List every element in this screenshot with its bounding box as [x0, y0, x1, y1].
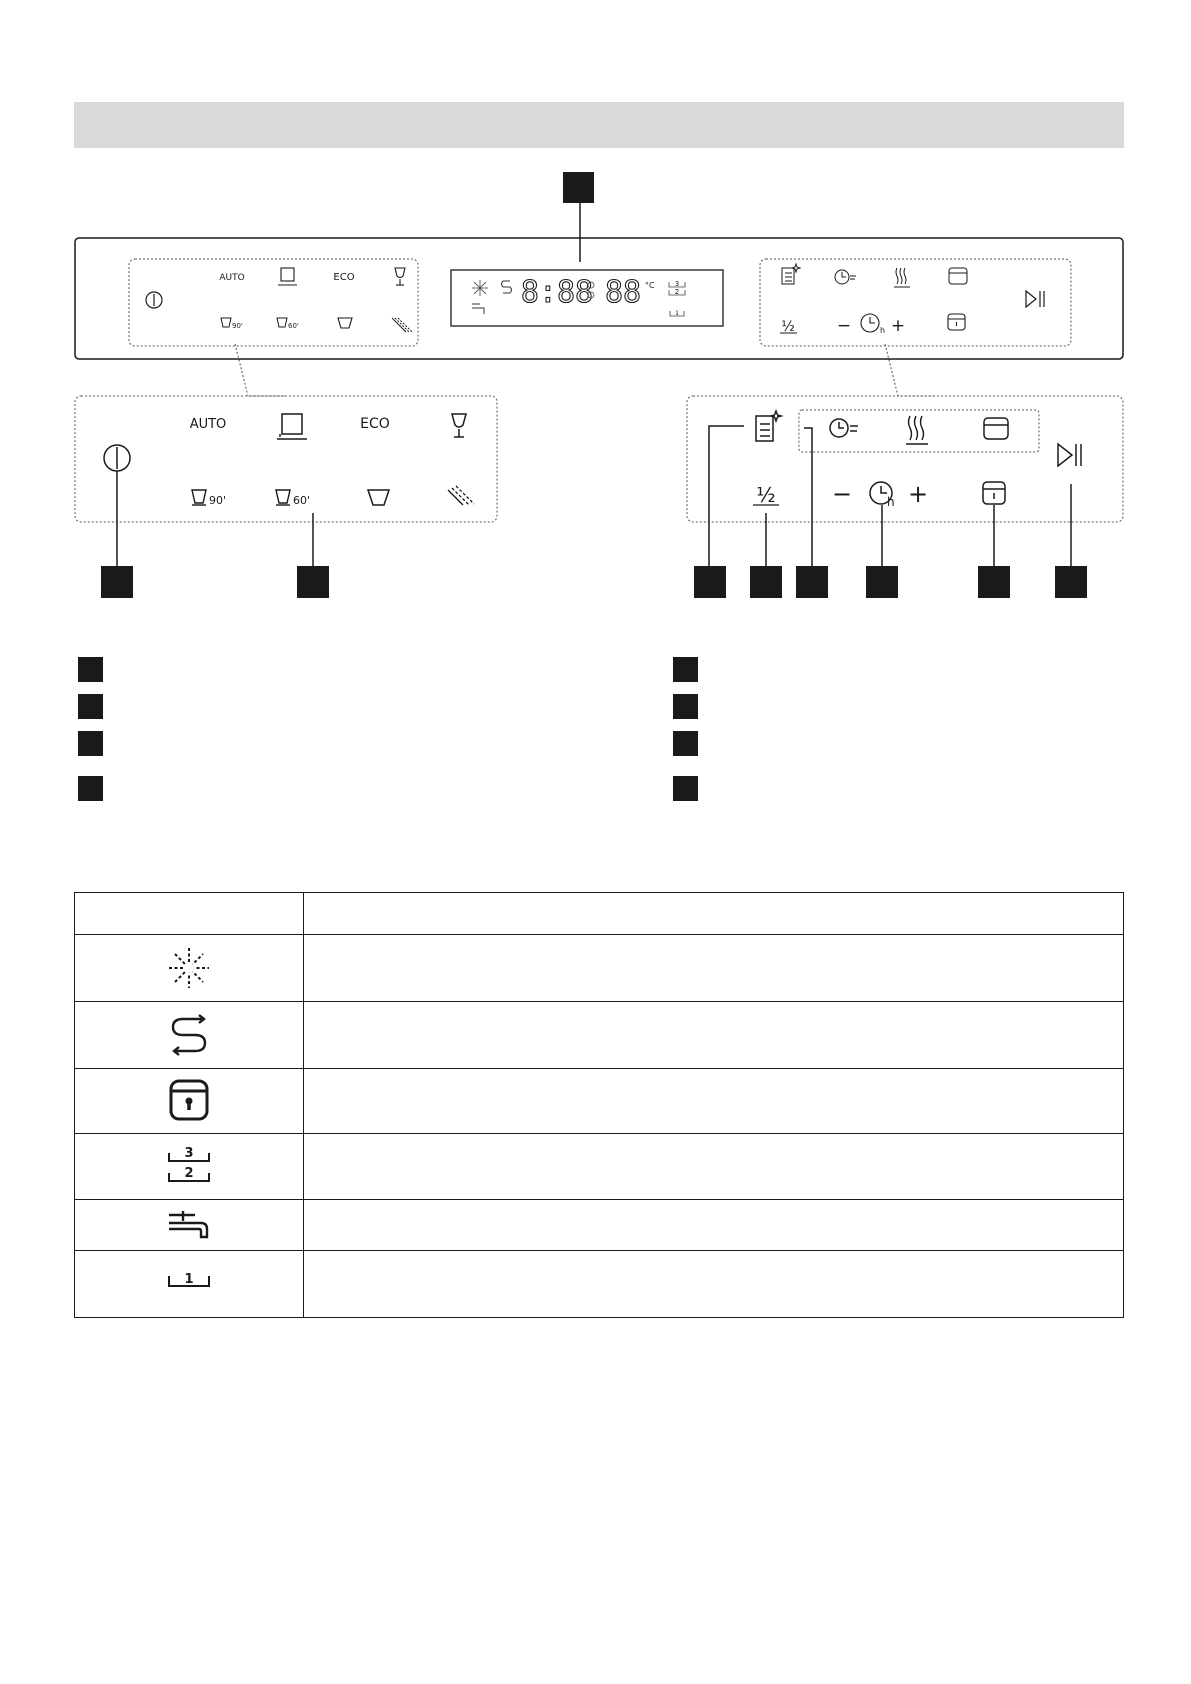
- rinse-aid-icon: [472, 280, 488, 296]
- callout-marker-extra-clean: [694, 566, 726, 598]
- rinse-aid-icon: [165, 944, 213, 992]
- water-hardness-1-icon: [670, 310, 684, 317]
- row-description: [304, 1200, 1124, 1251]
- svg-text:½: ½: [756, 483, 776, 507]
- extra-hygiene-icon[interactable]: [894, 268, 910, 287]
- options-subgroup: [799, 410, 1039, 452]
- right-zoom-group: [687, 396, 1123, 522]
- row-description: [304, 1134, 1124, 1200]
- callout-marker-options: [796, 566, 828, 598]
- callout-marker-programs: [297, 566, 329, 598]
- extra-clean-icon[interactable]: [782, 264, 800, 284]
- quick-cup-icon[interactable]: [368, 490, 389, 505]
- symbol-column-header: [75, 893, 304, 935]
- description-column-header: [304, 893, 1124, 935]
- legend-marker: [78, 776, 103, 801]
- row-description: [304, 1251, 1124, 1318]
- door-lock-icon[interactable]: [983, 482, 1005, 504]
- lock-icon: [165, 1077, 213, 1125]
- dry-icon[interactable]: [984, 418, 1008, 439]
- svg-text:90': 90': [209, 494, 227, 507]
- time-readout: 8:88: [520, 275, 594, 310]
- regeneration-icon: [502, 281, 512, 293]
- legend-marker: [78, 694, 103, 719]
- pots-pans-icon[interactable]: [277, 414, 307, 439]
- table-row: [75, 1002, 1124, 1069]
- svg-text:90': 90': [232, 322, 243, 330]
- svg-text:1: 1: [675, 310, 679, 317]
- dry-icon[interactable]: [949, 268, 967, 284]
- delay-plus-button[interactable]: +: [907, 480, 929, 508]
- control-panel-diagram: [0, 0, 1191, 640]
- right-button-group: [760, 259, 1071, 346]
- water-tap-icon: [472, 304, 484, 314]
- svg-text:2: 2: [674, 288, 680, 296]
- left-zoom-group: [75, 396, 497, 522]
- time-saver-icon[interactable]: [830, 419, 858, 437]
- glass-icon[interactable]: [395, 268, 405, 285]
- callout-marker-delay: [866, 566, 898, 598]
- svg-text:2: 2: [184, 1165, 194, 1181]
- row-description: [304, 1002, 1124, 1069]
- row-description: [304, 1069, 1124, 1134]
- callout-marker-power: [101, 566, 133, 598]
- left-button-group: [129, 259, 418, 346]
- svg-text:60': 60': [293, 494, 311, 507]
- svg-text:3: 3: [674, 280, 680, 288]
- delay-start-icon[interactable]: [861, 314, 879, 332]
- table-row: [75, 935, 1124, 1002]
- svg-text:1: 1: [184, 1272, 194, 1287]
- water-hardness-32-icon: [669, 280, 685, 296]
- callout-marker-start-pause: [1055, 566, 1087, 598]
- regeneration-icon: [165, 1011, 213, 1059]
- delay-plus-button[interactable]: +: [890, 316, 906, 336]
- eco-program-label[interactable]: ECO: [333, 272, 355, 283]
- extra-clean-icon[interactable]: [756, 411, 781, 441]
- legend-marker: [78, 657, 103, 682]
- indicator-table: [74, 892, 1124, 1318]
- spray-icon[interactable]: [392, 318, 412, 332]
- eco-program-label[interactable]: ECO: [360, 416, 390, 432]
- glass-icon[interactable]: [452, 414, 466, 437]
- half-load-icon[interactable]: [753, 483, 779, 507]
- legend-marker: [673, 731, 698, 756]
- table-header-row: [75, 893, 1124, 935]
- legend-marker: [673, 657, 698, 682]
- door-lock-icon[interactable]: [948, 314, 965, 330]
- table-row: [75, 1069, 1124, 1134]
- pots-pans-icon[interactable]: [278, 268, 297, 285]
- start-pause-icon[interactable]: [1026, 291, 1044, 307]
- time-saver-icon[interactable]: [835, 270, 856, 284]
- table-row: [75, 1200, 1124, 1251]
- svg-text:h: h: [880, 326, 886, 335]
- spray-icon[interactable]: [448, 486, 474, 505]
- legend-marker: [673, 694, 698, 719]
- delay-minus-button[interactable]: −: [831, 480, 853, 508]
- auto-program-label[interactable]: AUTO: [219, 273, 245, 283]
- callout-marker-half-load: [750, 566, 782, 598]
- svg-text:½: ½: [781, 319, 795, 335]
- row-description: [304, 935, 1124, 1002]
- legend-marker: [78, 731, 103, 756]
- water-hardness-32-icon: [165, 1143, 213, 1191]
- display-window: [451, 270, 723, 326]
- start-pause-icon[interactable]: [1058, 444, 1081, 466]
- water-hardness-1-icon: [165, 1264, 213, 1304]
- delay-minus-button[interactable]: −: [836, 316, 852, 336]
- program-60-icon[interactable]: [276, 490, 310, 507]
- quick-cup-icon[interactable]: [338, 318, 352, 328]
- program-90-icon[interactable]: [221, 318, 243, 330]
- svg-text:3: 3: [184, 1145, 194, 1161]
- power-icon[interactable]: [104, 445, 130, 471]
- extra-hygiene-icon[interactable]: [906, 416, 928, 444]
- program-90-icon[interactable]: [192, 490, 226, 507]
- svg-text:h: h: [887, 495, 895, 509]
- temperature-readout: 88: [604, 275, 642, 310]
- auto-program-label[interactable]: AUTO: [189, 417, 227, 432]
- table-row: [75, 1134, 1124, 1200]
- callout-marker-display: [563, 172, 594, 203]
- half-load-icon[interactable]: [780, 319, 797, 335]
- legend-marker: [673, 776, 698, 801]
- program-60-icon[interactable]: [277, 318, 299, 330]
- water-tap-icon: [165, 1207, 213, 1243]
- temperature-unit: °C: [645, 281, 655, 290]
- svg-text:60': 60': [288, 322, 299, 330]
- control-panel-outline: [75, 238, 1123, 359]
- power-icon[interactable]: [146, 292, 162, 308]
- table-row: [75, 1251, 1124, 1318]
- callout-marker-door-lock: [978, 566, 1010, 598]
